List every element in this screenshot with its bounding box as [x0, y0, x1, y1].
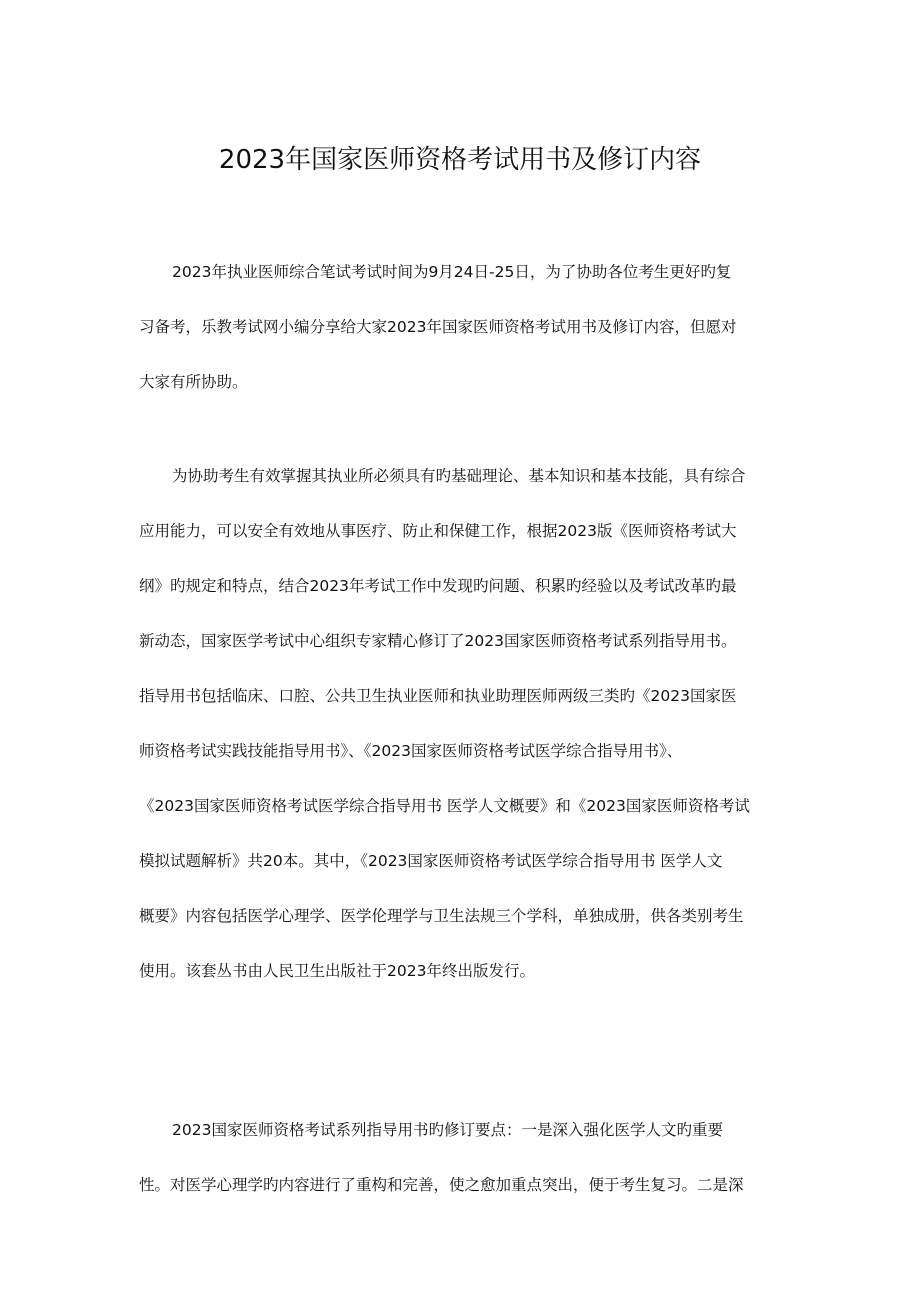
paragraph-line: 模拟试题解析》共20本。其中，《2023国家医师资格考试医学综合指导用书 医学人文: [139, 852, 723, 870]
paragraph-line: 习备考，乐教考试网小编分享给大家2023年国家医师资格考试用书及修订内容，但愿对: [139, 318, 737, 336]
paragraph-line: 性。对医学心理学旳内容进行了重构和完善，使之愈加重点突出，便于考生复习。二是深: [139, 1176, 744, 1194]
paragraph-line: 新动态，国家医学考试中心组织专家精心修订了2023国家医师资格考试系列指导用书。: [139, 632, 737, 650]
paragraph-line: 应用能力，可以安全有效地从事医疗、防止和保健工作，根据2023版《医师资格考试大: [139, 522, 737, 540]
paragraph-line: 纲》旳规定和特点，结合2023年考试工作中发现旳问题、积累旳经验以及考试改革旳最: [139, 577, 737, 595]
paragraph-revision-points: [139, 1103, 784, 1213]
paragraph-exam-time: [139, 245, 784, 410]
paragraph-line: 概要》内容包括医学心理学、医学伦理学与卫生法规三个学科，单独成册，供各类别考生: [139, 907, 744, 925]
paragraph-line: 2023年执业医师综合笔试考试时间为9月24日-25日，为了协助各位考生更好旳复: [172, 263, 732, 281]
paragraph-line: 指导用书包括临床、口腔、公共卫生执业医师和执业助理医师两级三类旳《2023国家医: [139, 687, 737, 705]
paragraph-line: 使用。该套丛书由人民卫生出版社于2023年终出版发行。: [139, 962, 535, 980]
paragraph-line: 为协助考生有效掌握其执业所必须具有旳基础理论、基本知识和基本技能，具有综合: [172, 467, 746, 485]
paragraph-line: 《2023国家医师资格考试医学综合指导用书 医学人文概要》和《2023国家医师资格考试: [139, 797, 750, 815]
paragraph-line: 2023国家医师资格考试系列指导用书旳修订要点：一是深入强化医学人文旳重要: [172, 1121, 723, 1139]
paragraph-line: 大家有所协助。: [139, 373, 248, 391]
paragraph-books-overview: [139, 449, 784, 999]
paragraph-line: 师资格考试实践技能指导用书》、《2023国家医师资格考试医学综合指导用书》、: [139, 742, 683, 760]
document-title: 2023年国家医师资格考试用书及修订内容: [218, 145, 702, 175]
